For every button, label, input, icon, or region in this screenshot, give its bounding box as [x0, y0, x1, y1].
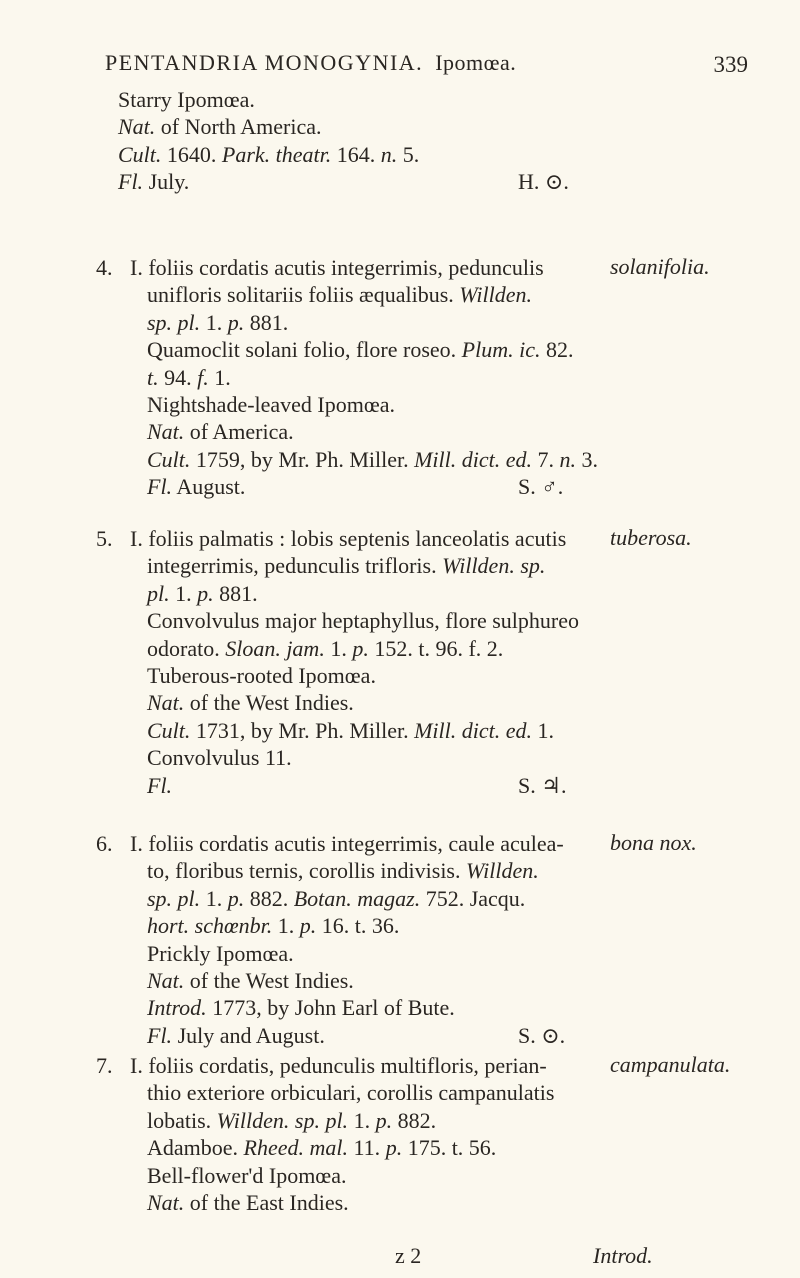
text-line: Convolvulus major heptaphyllus, flore sulphureo — [147, 608, 579, 634]
habitat-symbol: S. ⊙. — [518, 1022, 566, 1048]
text-line: Nat. of the West Indies. — [147, 690, 354, 716]
text-line: integerrimis, pedunculis trifloris. Willden. sp. — [147, 553, 546, 579]
text-line: thio exteriore orbiculari, corollis campanulatis — [147, 1080, 555, 1106]
text-line: to, floribus ternis, corollis indivisis. Willden. — [147, 858, 539, 884]
text-line: Introd. 1773, by John Earl of Bute. — [147, 995, 455, 1021]
text-line: Tuberous-rooted Ipomœa. — [147, 663, 376, 688]
text-line: Cult. 1640. Park. theatr. 164. n. 5. — [118, 141, 420, 167]
text-line: Nat. of North America. — [118, 114, 322, 140]
species-name: bona nox. — [610, 830, 697, 855]
text-line: Fl. — [147, 772, 173, 798]
species-name: campanulata. — [610, 1052, 731, 1077]
text-line: Fl. July and August. — [147, 1022, 325, 1048]
text-line: Fl. August. — [147, 474, 246, 500]
species-name: tuberosa. — [610, 525, 692, 550]
entry-number: 5. — [96, 526, 113, 551]
text-line: sp. pl. 1. p. 882. Botan. magaz. 752. Jacqu. — [147, 885, 526, 911]
text-line: Prickly Ipomœa. — [147, 940, 294, 966]
text-line: lobatis. Willden. sp. pl. 1. p. 882. — [147, 1107, 437, 1133]
text-line: t. 94. f. 1. — [147, 364, 231, 390]
text-line: odorato. Sloan. jam. 1. p. 152. t. 96. f. 2. — [147, 635, 504, 661]
text-line: Quamoclit solani folio, flore roseo. Plum. ic. 82. — [147, 337, 574, 363]
text-line: I. foliis cordatis, pedunculis multifloris, perian- — [130, 1053, 547, 1078]
running-header — [90, 50, 748, 84]
text-line: I. foliis cordatis acutis integerrimis, caule aculea- — [130, 831, 564, 856]
habitat-symbol: H. ⊙. — [518, 169, 569, 195]
genus-heading: Ipomœa. — [435, 50, 517, 75]
text-line: I. foliis cordatis acutis integerrimis, pedunculis — [130, 255, 544, 280]
text-line: Fl. July. — [118, 169, 190, 195]
text-line: sp. pl. 1. p. 881. — [147, 309, 289, 335]
text-line: Cult. 1731, by Mr. Ph. Miller. Mill. dict. ed. 1. — [147, 717, 555, 743]
text-line: Nat. of America. — [147, 419, 294, 445]
habitat-symbol: S. ♂. — [518, 474, 564, 500]
text-line: Starry Ipomœa. — [118, 87, 255, 112]
entry-number: 7. — [96, 1053, 113, 1078]
entry-number: 6. — [96, 831, 113, 856]
text-line: Nat. of the West Indies. — [147, 968, 354, 993]
entry-number: 4. — [96, 255, 113, 280]
catchword: Introd. — [593, 1243, 653, 1268]
running-title: PENTANDRIA MONOGYNIA. Ipomœa. — [105, 50, 517, 75]
text-line: Nightshade-leaved Ipomœa. — [147, 392, 396, 417]
page-number: 339 — [713, 52, 748, 77]
text-line: pl. 1. p. 881. — [147, 580, 258, 606]
text-line: Convolvulus 11. — [147, 745, 292, 771]
signature-mark: z 2 — [395, 1243, 422, 1268]
habitat-symbol: S. ♃. — [518, 772, 567, 798]
species-name: solanifolia. — [610, 254, 710, 279]
text-line: Adamboe. Rheed. mal. 11. p. 175. t. 56. — [147, 1135, 497, 1161]
text-line: Bell-flower'd Ipomœa. — [147, 1162, 347, 1188]
text-line: Cult. 1759, by Mr. Ph. Miller. Mill. dict. ed. 7. n. 3. — [147, 446, 599, 472]
text-line: Nat. of the East Indies. — [147, 1190, 349, 1215]
text-line: hort. schœnbr. 1. p. 16. t. 36. — [147, 913, 400, 939]
text-line: I. foliis palmatis : lobis septenis lanceolatis acutis — [130, 526, 567, 551]
text-line: unifloris solitariis foliis æqualibus. Willden. — [147, 282, 532, 308]
